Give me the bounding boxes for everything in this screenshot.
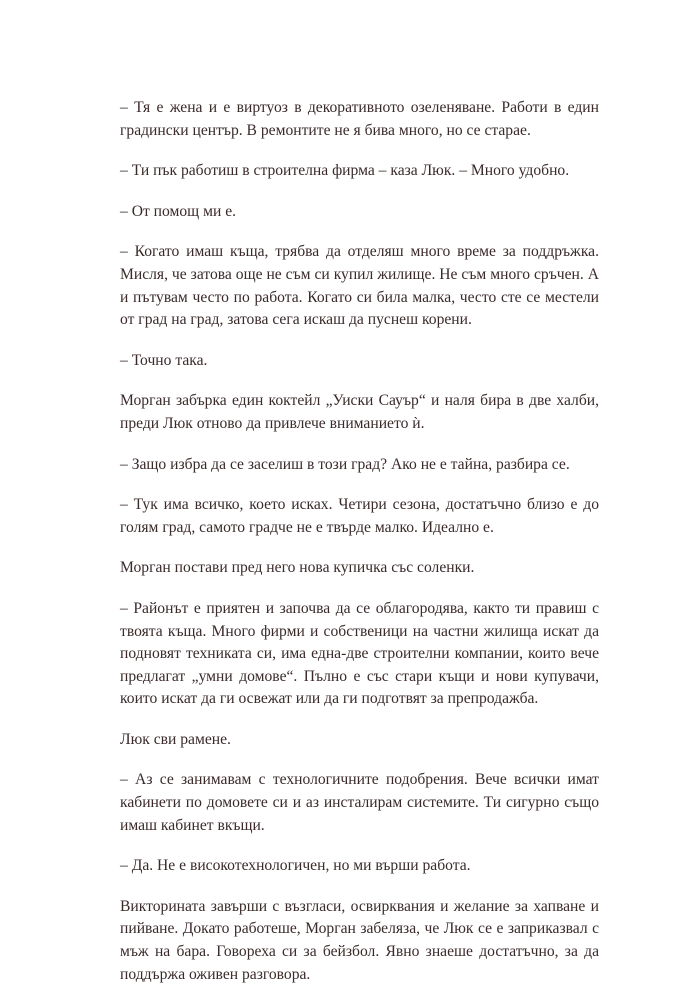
paragraph: Морган забърка един коктейл „Уиски Сауър“ и наля бира в две халби, преди Люк отново да привлече вниманието ѝ.	[120, 392, 599, 432]
document-body	[120, 97, 599, 986]
paragraph: Викторината завърши с възгласи, освирквания и желание за хапване и пийване. Докато работеше, Морган забеляза, че Люк се е заприказвал с мъж на бара. Говореха си за бейзбол. Явно знаеше достатъчно, за да поддържа оживен разговора.	[120, 897, 599, 983]
paragraph: – Да. Не е високотехнологичен, но ми върши работа.	[120, 857, 471, 875]
paragraph: – Защо избра да се заселиш в този град? Ако не е тайна, разбира се.	[120, 455, 570, 473]
paragraph: Люк сви рамене.	[120, 730, 231, 748]
paragraph: – От помощ ми е.	[120, 202, 237, 220]
paragraph: – Аз се занимавам с технологичните подобрения. Вече всички имат кабинети по домовете си и аз инсталирам системите. Ти сигурно също имаш кабинет вкъщи.	[120, 771, 599, 834]
paragraph: – Когато имаш къща, трябва да отделяш много време за поддръжка. Мисля, че затова още не съм си купил жилище. Не съм много сръчен. А и пътувам често по работа. Когато си била малка, често сте се местели от град на град, затова сега искаш да пуснеш корени.	[120, 243, 599, 329]
paragraph: – Тя е жена и е виртуоз в декоративното озеленяване. Работи в един градински център. В ремонтите не я бива много, но се старае.	[120, 99, 599, 139]
paragraph: – Тук има всичко, което исках. Четири сезона, достатъчно близо е до голям град, самото градче не е твърде малко. Идеално е.	[120, 496, 599, 536]
paragraph: – Районът е приятен и започва да се облагородява, както ти правиш с твоята къща. Много фирми и собственици на частни жилища искат да подновят техниката си, има една-две строителни компании, които вече предлагат „умни домове“. Пълно е със стари къщи и нови купувачи, които искат да ги освежат или да ги подготвят за препродажба.	[120, 599, 599, 708]
paragraph: – Точно така.	[120, 351, 208, 369]
paragraph: – Ти пък работиш в строителна фирма – каза Люк. – Много удобно.	[120, 162, 570, 180]
paragraph: Морган постави пред него нова купичка със соленки.	[120, 559, 475, 577]
